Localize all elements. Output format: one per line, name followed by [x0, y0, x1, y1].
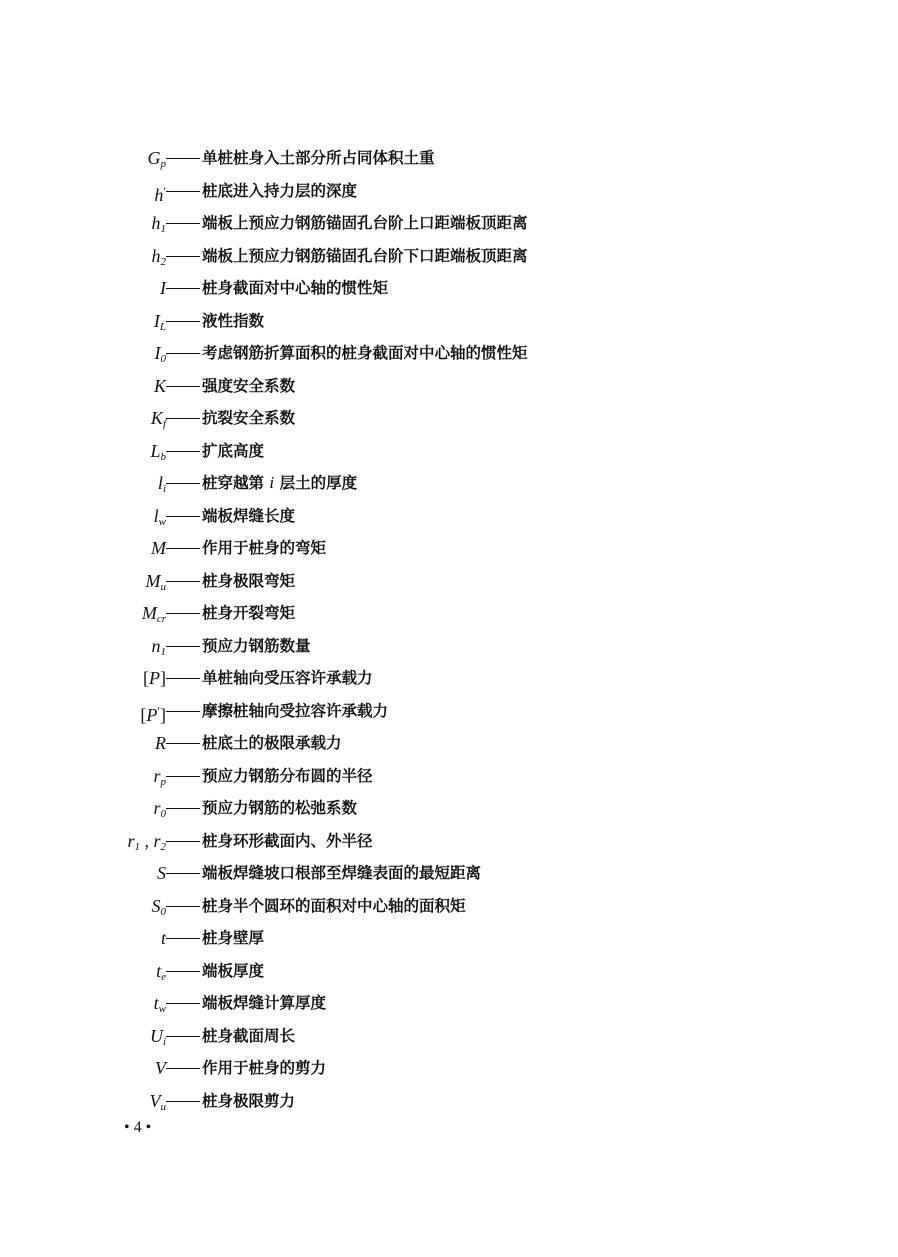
symbol-letter: M	[145, 570, 161, 591]
symbol-subscript: cr	[156, 613, 166, 625]
symbol-subscript: 2	[160, 840, 166, 853]
symbol-prime: ′	[157, 703, 160, 718]
definition-part: 桩身开裂弯矩	[202, 604, 296, 622]
definition-part: 单桩桩身入土部分所占同体积土重	[202, 149, 435, 167]
symbol	[151, 532, 166, 565]
symbol-subscript: i	[162, 483, 166, 495]
symbol	[143, 662, 166, 695]
definition-text	[202, 760, 373, 793]
symbol-letter: l	[157, 473, 163, 493]
symbol-letter: I	[154, 343, 161, 363]
definition-part: 抗裂安全系数	[202, 409, 296, 427]
symbol	[150, 1085, 167, 1124]
em-dash-separator	[166, 451, 200, 452]
symbol-row	[0, 435, 898, 468]
symbol-row	[0, 987, 898, 1020]
symbol-subscript: L	[159, 320, 166, 333]
em-dash-separator	[166, 938, 200, 939]
em-dash-separator	[166, 353, 200, 354]
definition-part: 桩身极限剪力	[202, 1091, 296, 1110]
definition-part: 扩底高度	[202, 441, 265, 460]
definition-text	[202, 727, 342, 760]
definition-part: 桩身半个圆环的面积对中心轴的面积矩	[202, 896, 466, 915]
definition-text	[202, 1085, 295, 1118]
definition-part: 作用于桩身的弯矩	[202, 539, 327, 557]
symbol-subscript: w	[158, 515, 166, 528]
em-dash-separator	[166, 191, 200, 192]
symbol	[155, 1052, 166, 1085]
symbol-row	[0, 337, 898, 370]
symbol-subscript: e	[161, 970, 166, 983]
symbol-letter: l	[153, 505, 159, 526]
symbol-letter: t	[153, 993, 159, 1013]
symbol-row	[0, 402, 898, 435]
symbol-subscript: u	[160, 1100, 166, 1113]
symbol-row	[0, 240, 898, 273]
symbol-prime: ′	[163, 183, 166, 198]
symbol-row	[0, 792, 898, 825]
definition-part: 端板上预应力钢筋锚固孔台阶下口距端板顶距离	[202, 246, 528, 265]
symbol-row	[0, 890, 898, 923]
symbol-letter: S	[157, 863, 166, 883]
em-dash-separator	[166, 158, 200, 159]
symbol-row	[0, 565, 898, 598]
definition-text	[202, 825, 373, 858]
definition-part: 桩底土的极限承载力	[202, 734, 342, 752]
definition-part: 桩身截面周长	[202, 1026, 296, 1045]
symbol-letter: r	[153, 830, 161, 851]
definition-text	[202, 207, 528, 240]
symbol: $r_1$ , $r_2$	[127, 830, 166, 853]
symbol-letter: h	[154, 184, 164, 205]
symbol-row	[0, 532, 898, 565]
symbol-letter: P	[149, 668, 160, 688]
symbol-subscript: p	[160, 775, 166, 788]
symbol-definition-list	[0, 142, 898, 1117]
definition-text	[202, 630, 311, 663]
definition-part: 预应力钢筋的松弛系数	[202, 799, 358, 817]
definition-part: 桩身极限弯矩	[202, 571, 296, 590]
em-dash-separator	[166, 646, 200, 647]
symbol-letter: P	[146, 704, 158, 725]
em-dash-separator	[166, 1036, 200, 1037]
definition-text	[202, 922, 264, 955]
em-dash-separator	[166, 581, 200, 582]
definition-part: 作用于桩身的剪力	[202, 1059, 327, 1077]
symbol	[157, 857, 166, 890]
symbol-row	[0, 955, 898, 988]
definition-text	[202, 955, 264, 988]
definition-text	[202, 532, 326, 565]
symbol-row	[0, 1020, 898, 1053]
symbol-row	[0, 727, 898, 760]
em-dash-separator	[166, 1101, 200, 1102]
symbol-letter: h	[151, 213, 161, 233]
symbol-row	[0, 630, 898, 663]
definition-text	[202, 597, 295, 630]
definition-part: 端板厚度	[202, 961, 265, 980]
symbol-subscript: u	[160, 580, 166, 593]
em-dash-separator	[166, 711, 200, 712]
definition-text	[202, 662, 373, 695]
em-dash-separator	[166, 386, 200, 387]
definition-text	[202, 272, 388, 305]
symbol-letter: r	[153, 798, 161, 818]
symbol-subscript: 0	[160, 353, 166, 365]
em-dash-separator	[166, 288, 200, 289]
symbol-subscript: p	[160, 158, 166, 170]
definition-text	[202, 402, 295, 435]
definition-text	[202, 240, 528, 273]
em-dash-separator	[166, 321, 200, 322]
definition-text	[202, 1052, 326, 1085]
bracket-open: [	[140, 704, 147, 725]
definition-part: 端板焊缝长度	[202, 506, 296, 525]
definition-text	[202, 370, 295, 403]
em-dash-separator	[166, 223, 200, 224]
symbol-subscript: b	[160, 450, 166, 463]
symbol	[154, 370, 166, 403]
definition-part: 端板上预应力钢筋锚固孔台阶上口距端板顶距离	[202, 214, 528, 232]
em-dash-separator	[166, 906, 200, 907]
em-dash-separator	[166, 1068, 200, 1069]
symbol-letter: L	[150, 440, 161, 461]
definition-text	[202, 337, 528, 370]
symbol-row	[0, 1085, 898, 1118]
symbol-subscript: 0	[160, 808, 166, 820]
symbol-letter: U	[149, 1025, 163, 1046]
symbol-row	[0, 370, 898, 403]
bracket-open: [	[143, 668, 149, 688]
definition-text	[202, 857, 481, 890]
symbol-letter: V	[155, 1058, 166, 1078]
definition-text	[202, 695, 388, 728]
definition-text	[202, 890, 466, 923]
symbol-letter: R	[155, 733, 166, 753]
definition-part: 桩底进入持力层的深度	[202, 181, 358, 200]
em-dash-separator	[166, 808, 200, 809]
em-dash-separator	[166, 418, 200, 419]
em-dash-separator	[166, 548, 200, 549]
symbol-letter: M	[141, 603, 157, 623]
em-dash-separator	[166, 516, 200, 517]
bracket-close: ]	[160, 668, 166, 688]
symbol	[140, 695, 166, 732]
em-dash-separator	[166, 256, 200, 257]
symbol-letter: n	[151, 635, 161, 656]
em-dash-separator	[166, 1003, 200, 1004]
definition-text	[202, 565, 295, 598]
symbol-subscript: 1	[160, 223, 166, 235]
symbol-subscript: 2	[160, 255, 166, 268]
symbol-letter: r	[127, 830, 135, 851]
definition-part: 端板焊缝计算厚度	[202, 994, 327, 1012]
symbol	[155, 727, 166, 760]
definition-part: 单桩轴向受压容许承载力	[202, 669, 373, 687]
definition-text	[202, 987, 326, 1020]
symbol-subscript: f	[162, 418, 166, 430]
definition-text	[202, 142, 435, 175]
symbol-row	[0, 597, 898, 630]
symbol-row	[0, 500, 898, 533]
symbol-subscript: 1	[160, 645, 166, 658]
symbol-row	[0, 760, 898, 793]
definition-text	[202, 305, 264, 338]
definition-part: 桩身截面对中心轴的惯性矩	[202, 279, 389, 297]
symbol-row	[0, 857, 898, 890]
definition-part: 考虑钢筋折算面积的桩身截面对中心轴的惯性矩	[202, 344, 528, 362]
inline-variable: i	[269, 473, 275, 492]
symbol-letter: K	[153, 375, 166, 396]
definition-text	[202, 792, 357, 825]
definition-part: 预应力钢筋数量	[202, 636, 311, 655]
symbol-row	[0, 695, 898, 728]
symbol-subscript: 1	[134, 840, 140, 853]
symbol-letter: t	[160, 928, 166, 948]
definition-text	[202, 175, 357, 208]
page-number: • 4 •	[124, 1119, 152, 1136]
symbol-row	[0, 305, 898, 338]
symbol-letter: h	[151, 245, 161, 266]
definition-part: 端板焊缝坡口根部至焊缝表面的最短距离	[202, 864, 482, 882]
definition-part: 桩身壁厚	[202, 929, 265, 947]
em-dash-separator	[166, 483, 200, 484]
definition-part: 摩擦桩轴向受拉容许承载力	[202, 701, 389, 720]
em-dash-separator	[166, 971, 200, 972]
symbol-subscript: 0	[160, 905, 166, 918]
symbol-row	[0, 272, 898, 305]
em-dash-separator	[166, 613, 200, 614]
symbol-letter: I	[160, 278, 166, 298]
symbol-letter: S	[151, 895, 161, 916]
symbol-letter: K	[150, 408, 163, 428]
definition-text	[202, 500, 295, 533]
definition-part: 液性指数	[202, 311, 265, 330]
symbol-letter: V	[149, 1090, 161, 1111]
symbol-letter: M	[151, 538, 166, 558]
symbol-row	[0, 662, 898, 695]
symbol-row	[0, 467, 898, 500]
symbol-row	[0, 1052, 898, 1085]
definition-part: 层土的厚度	[279, 474, 358, 492]
em-dash-separator	[166, 743, 200, 744]
symbol-row	[0, 207, 898, 240]
symbol-row	[0, 175, 898, 208]
symbol-subscript: i	[162, 1035, 166, 1048]
symbol-row	[0, 922, 898, 955]
symbol-letter: r	[153, 765, 161, 786]
definition-text	[202, 1020, 295, 1053]
definition-part: 桩身环形截面内、外半径	[202, 831, 373, 850]
symbol-row	[0, 825, 898, 858]
symbol-letter: G	[147, 148, 161, 168]
symbol-letter: I	[153, 310, 160, 331]
symbol-subscript: w	[158, 1003, 166, 1015]
definition-part: 桩穿越第	[202, 474, 265, 492]
em-dash-separator	[166, 873, 200, 874]
definition-text	[202, 467, 357, 500]
em-dash-separator	[166, 841, 200, 842]
bracket-close: ]	[160, 704, 166, 725]
em-dash-separator	[166, 776, 200, 777]
em-dash-separator	[166, 678, 200, 679]
symbol	[154, 175, 166, 212]
definition-part: 预应力钢筋分布圆的半径	[202, 766, 373, 785]
definition-part: 强度安全系数	[202, 376, 296, 395]
symbol-row	[0, 142, 898, 175]
symbol-letter: t	[156, 960, 162, 981]
definition-text	[202, 435, 264, 468]
